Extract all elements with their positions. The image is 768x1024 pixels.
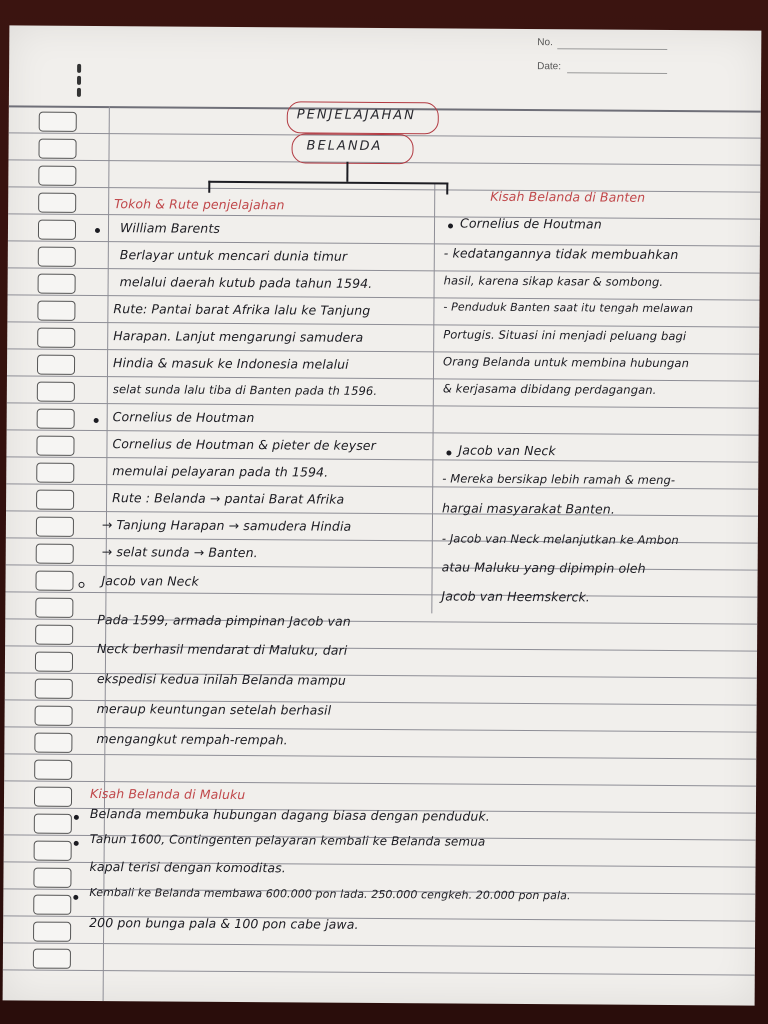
left-heading: Tokoh & Rute penjelajahan bbox=[114, 196, 285, 213]
right-houtman-line: - Penduduk Banten saat itu tengah melawan bbox=[443, 300, 694, 316]
barents-line: melalui daerah kutub pada tahun 1594. bbox=[119, 274, 373, 291]
barents-line: Rute: Pantai barat Afrika lalu ke Tanjung bbox=[113, 301, 371, 318]
bullet bbox=[446, 450, 451, 455]
ruled-line bbox=[6, 456, 758, 462]
checkbox bbox=[33, 949, 71, 969]
checkbox bbox=[34, 814, 72, 834]
ruled-line bbox=[8, 240, 760, 246]
checkbox bbox=[38, 139, 76, 159]
ruled-line bbox=[8, 294, 760, 300]
maluku-item: kapal terisi dengan komoditas. bbox=[89, 858, 286, 876]
houtman-line: memulai pelayaran pada th 1594. bbox=[112, 463, 329, 480]
checkbox bbox=[34, 733, 72, 753]
maluku-heading: Kisah Belanda di Maluku bbox=[89, 785, 246, 803]
tree-right-leg bbox=[446, 182, 448, 194]
houtman-line: Cornelius de Houtman & pieter de keyser bbox=[112, 436, 376, 453]
ruled-line bbox=[3, 969, 755, 975]
date-label: Date: bbox=[537, 61, 562, 73]
checkbox bbox=[37, 409, 75, 429]
checkbox bbox=[35, 598, 73, 618]
title-line1: PENJELAJAHAN bbox=[296, 107, 416, 124]
ruled-line bbox=[8, 213, 760, 219]
checkbox bbox=[37, 382, 75, 402]
no-label: No. bbox=[537, 37, 553, 49]
ruled-line bbox=[3, 942, 755, 948]
right-neck-line: atau Maluku yang dipimpin oleh bbox=[441, 559, 646, 576]
tree-stem bbox=[346, 162, 348, 182]
checkbox bbox=[34, 841, 72, 861]
date-line bbox=[567, 72, 667, 74]
bullet bbox=[78, 582, 84, 588]
ruled-line bbox=[7, 402, 759, 408]
checkbox bbox=[38, 220, 76, 240]
checkbox bbox=[35, 571, 73, 591]
checkbox bbox=[37, 355, 75, 375]
neck-name: Jacob van Neck bbox=[101, 573, 199, 589]
checkbox bbox=[35, 679, 73, 699]
neck-paragraph-line: Pada 1599, armada pimpinan Jacob van bbox=[97, 612, 351, 629]
neck-paragraph-line: meraup keuntungan setelah berhasil bbox=[96, 701, 332, 718]
right-houtman-line: Portugis. Situasi ini menjadi peluang bagi bbox=[443, 327, 687, 344]
checkbox bbox=[38, 193, 76, 213]
right-neck-line: - Mereka bersikap lebih ramah & meng- bbox=[442, 471, 676, 488]
checkbox bbox=[35, 706, 73, 726]
checkbox bbox=[36, 436, 74, 456]
barents-line: Harapan. Lanjut mengarungi samudera bbox=[113, 328, 364, 345]
title-line2: BELANDA bbox=[306, 138, 383, 154]
tree-left-leg bbox=[208, 181, 210, 193]
ruled-line bbox=[7, 348, 759, 354]
checkbox bbox=[34, 760, 72, 780]
checkbox bbox=[33, 868, 71, 888]
neck-paragraph-line: ekspedisi kedua inilah Belanda mampu bbox=[96, 671, 347, 688]
ruled-line bbox=[7, 321, 759, 327]
checkbox bbox=[33, 895, 71, 915]
checkbox bbox=[38, 274, 76, 294]
bullet bbox=[74, 815, 79, 820]
right-houtman-line: Orang Belanda untuk membina hubungan bbox=[443, 354, 690, 371]
checkbox bbox=[38, 166, 76, 186]
right-houtman-line: hasil, karena sikap kasar & sombong. bbox=[443, 273, 664, 289]
checkbox bbox=[37, 301, 75, 321]
bullet bbox=[95, 228, 100, 233]
ruled-line bbox=[5, 591, 757, 597]
ruled-line bbox=[7, 429, 759, 435]
bullet bbox=[74, 841, 79, 846]
right-houtman-line: - kedatangannya tidak membuahkan bbox=[443, 245, 679, 263]
ruled-line bbox=[6, 510, 758, 516]
houtman-line: Rute : Belanda → pantai Barat Afrika bbox=[112, 490, 345, 507]
binding-marks bbox=[77, 64, 83, 100]
checkbox bbox=[36, 490, 74, 510]
bullet bbox=[94, 418, 99, 423]
checkbox bbox=[36, 517, 74, 537]
neck-paragraph-line: Neck berhasil mendarat di Maluku, dari bbox=[97, 641, 348, 658]
no-line bbox=[557, 48, 667, 50]
checkbox bbox=[33, 922, 71, 942]
ruled-line bbox=[7, 375, 759, 381]
right-houtman-name: Cornelius de Houtman bbox=[459, 215, 602, 232]
bullet bbox=[448, 223, 453, 228]
neck-paragraph-line: mengangkut rempah-rempah. bbox=[96, 731, 288, 748]
right-neck-line: - Jacob van Neck melanjutkan ke Ambon bbox=[441, 531, 679, 548]
barents-line: Hindia & masuk ke Indonesia melalui bbox=[113, 355, 349, 372]
checkbox bbox=[36, 544, 74, 564]
barents-line: Berlayar untuk mencari dunia timur bbox=[119, 247, 348, 264]
right-houtman-line: & kerjasama dibidang perdagangan. bbox=[442, 381, 657, 397]
maluku-item: Kembali ke Belanda membawa 600.000 pon lada. 250.000 cengkeh. 20.000 pon pala. bbox=[89, 885, 571, 903]
checkbox bbox=[37, 328, 75, 348]
checkbox bbox=[38, 247, 76, 267]
notebook-page bbox=[3, 25, 762, 1005]
right-neck-name: Jacob van Neck bbox=[458, 442, 556, 459]
column-divider bbox=[431, 183, 435, 613]
barents-name: William Barents bbox=[119, 220, 221, 236]
houtman-line: → Tanjung Harapan → samudera Hindia bbox=[101, 517, 352, 534]
right-neck-line: hargai masyarakat Banten. bbox=[442, 500, 615, 517]
right-heading: Kisah Belanda di Banten bbox=[490, 188, 646, 205]
checkbox bbox=[39, 112, 77, 132]
checkbox bbox=[36, 463, 74, 483]
barents-line: selat sunda lalu tiba di Banten pada th 1596. bbox=[112, 382, 378, 398]
checkbox bbox=[34, 787, 72, 807]
houtman-line: → selat sunda → Banten. bbox=[101, 544, 258, 561]
bullet bbox=[73, 895, 78, 900]
tree-branch bbox=[208, 181, 448, 184]
ruled-line bbox=[8, 267, 760, 273]
ruled-line bbox=[8, 186, 760, 192]
houtman-name: Cornelius de Houtman bbox=[112, 409, 255, 426]
checkbox bbox=[35, 652, 73, 672]
maluku-item: Belanda membuka hubungan dagang biasa dengan penduduk. bbox=[89, 805, 490, 824]
right-neck-line: Jacob van Heemskerck. bbox=[441, 588, 590, 605]
ruled-line bbox=[4, 753, 756, 759]
maluku-item: Tahun 1600, Contingenten pelayaran kembali ke Belanda semua bbox=[89, 831, 486, 849]
maluku-item: 200 pon bunga pala & 100 pon cabe jawa. bbox=[89, 914, 359, 932]
checkbox bbox=[35, 625, 73, 645]
